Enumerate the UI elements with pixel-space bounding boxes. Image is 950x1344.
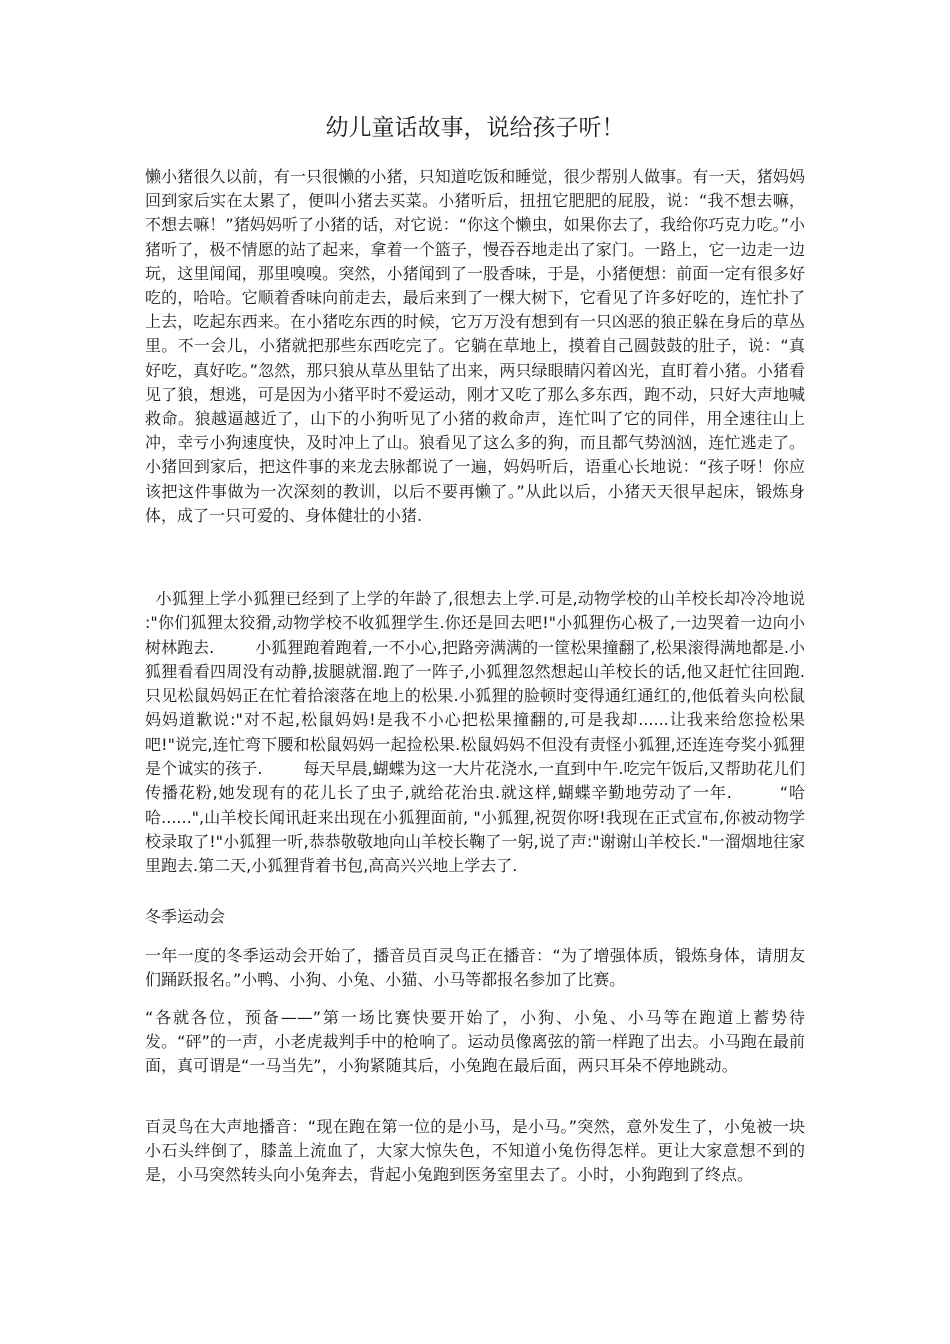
document-title: 幼儿童话故事，说给孩子听！: [325, 115, 625, 141]
story-lazy-pig-paragraph: 懒小猪很久以前，有一只很懒的小猪，只知道吃饭和睡觉，很少帮别人做事。有一天，猪妈妈回到家后实在太累了，便叫小猪去买菜。小猪听后，扭扭它肥肥的屁股，说：“我不想去嘛，不想去嘛！”猪妈妈听了小猪的话，对它说：“你这个懒虫，如果你去了，我给你巧克力吃。”小猪听了，极不情愿的站了起来，拿着一个篮子，慢吞吞地走出了家门。一路上，它一边走一边玩，这里闻闻，那里嗅嗅。突然，小猪闻到了一股香味，于是，小猪便想：前面一定有很多好吃的，哈哈。它顺着香味向前走去，最后来到了一棵大树下，它看见了许多好吃的，连忙扑了上去，吃起东西来。在小猪吃东西的时候，它万万没有想到有一只凶恶的狼正躲在身后的草丛里。不一会儿，小猪就把那些东西吃完了。它躺在草地上，摸着自己圆鼓鼓的肚子，说：“真好吃，真好吃。”忽然，那只狼从草丛里钻了出来，两只绿眼睛闪着凶光，直盯着小猪。小猪看见了狼，想逃，可是因为小猪平时不爱运动，刚才又吃了那么多东西，跑不动，只好大声地喊救命。狼越逼越近了，山下的小狗听见了小猪的救命声，连忙叫了它的同伴，用全速往山上冲，幸亏小狗速度快，及时冲上了山。狼看见了这么多的狗，而且都气势汹汹，连忙逃走了。小猪回到家后，把这件事的来龙去脉都说了一遍，妈妈听后，语重心长地说：“孩子呀！你应该把这件事做为一次深刻的教训，以后不要再懒了。”从此以后，小猪天天很早起床，锻炼身体，成了一只可爱的、身体健壮的小猪.: [145, 167, 805, 525]
story-winter-games-paragraph: 百灵鸟在大声地播音：“现在跑在第一位的是小马，是小马。”突然，意外发生了，小兔被一块小石头绊倒了，膝盖上流血了，大家大惊失色，不知道小兔伤得怎样。更让大家意想不到的是，小马突然转头向小兔奔去，背起小兔跑到医务室里去了。小时，小狗跑到了终点。: [145, 1117, 805, 1185]
story-little-fox-paragraph: 小狐狸上学小狐狸已经到了上学的年龄了,很想去上学.可是,动物学校的山羊校长却冷冷地说 :"你们狐狸太狡猾,动物学校不收狐狸学生.你还是回去吧!"小狐狸伤心极了,一边哭着一边向小树林跑去. 小狐狸跑着跑着,一不小心,把路旁满满的一筐松果撞翻了,松果滚得满地都是.小狐狸看看四周没有动静,拔腿就溜.跑了一阵子,小狐狸忽然想起山羊校长的话,他又赶忙往回跑.只见松鼠妈妈正在忙着拾滚落在地上的松果.小狐狸的脸顿时变得通红通红的,他低着头向松鼠妈妈道歉说:"对不起,松鼠妈妈!是我不小心把松果撞翻的,可是我却......让我来给您捡松果吧!"说完,连忙弯下腰和松鼠妈妈一起捡松果.松鼠妈妈不但没有责怪小狐狸,还连连夸奖小狐狸是个诚实的孩子. 每天早晨,蝴蝶为这一大片花浇水,一直到中午.吃完午饭后,又帮助花儿们传播花粉,她发现有的花儿长了虫子,就给花治虫.就这样,蝴蝶辛勤地劳动了一年. “哈哈......",山羊校长闻讯赶来出现在小狐狸面前, "小狐狸,祝贺你呀!我现在正式宣布,你被动物学校录取了!"小狐狸一听,恭恭敬敬地向山羊校长鞠了一躬,说了声:"谢谢山羊校长."一溜烟地往家里跑去.第二天,小狐狸背着书包,高高兴兴地上学去了.: [145, 589, 811, 876]
story-winter-games-title: 冬季运动会: [145, 907, 226, 926]
story-winter-games-paragraph: 一年一度的冬季运动会开始了，播音员百灵鸟正在播音：“为了增强体质，锻炼身体，请朋友们踊跃报名。”小鸭、小狗、小兔、小猫、小马等都报名参加了比赛。: [145, 946, 805, 990]
story-winter-games-paragraph: “各就各位，预备——”第一场比赛快要开始了，小狗、小兔、小马等在跑道上蓄势待发。“砰”的一声，小老虎裁判手中的枪响了。运动员像离弦的箭一样跑了出去。小马跑在最前面，真可谓是“一马当先”，小狗紧随其后，小兔跑在最后面，两只耳朵不停地跳动。: [145, 1008, 805, 1076]
